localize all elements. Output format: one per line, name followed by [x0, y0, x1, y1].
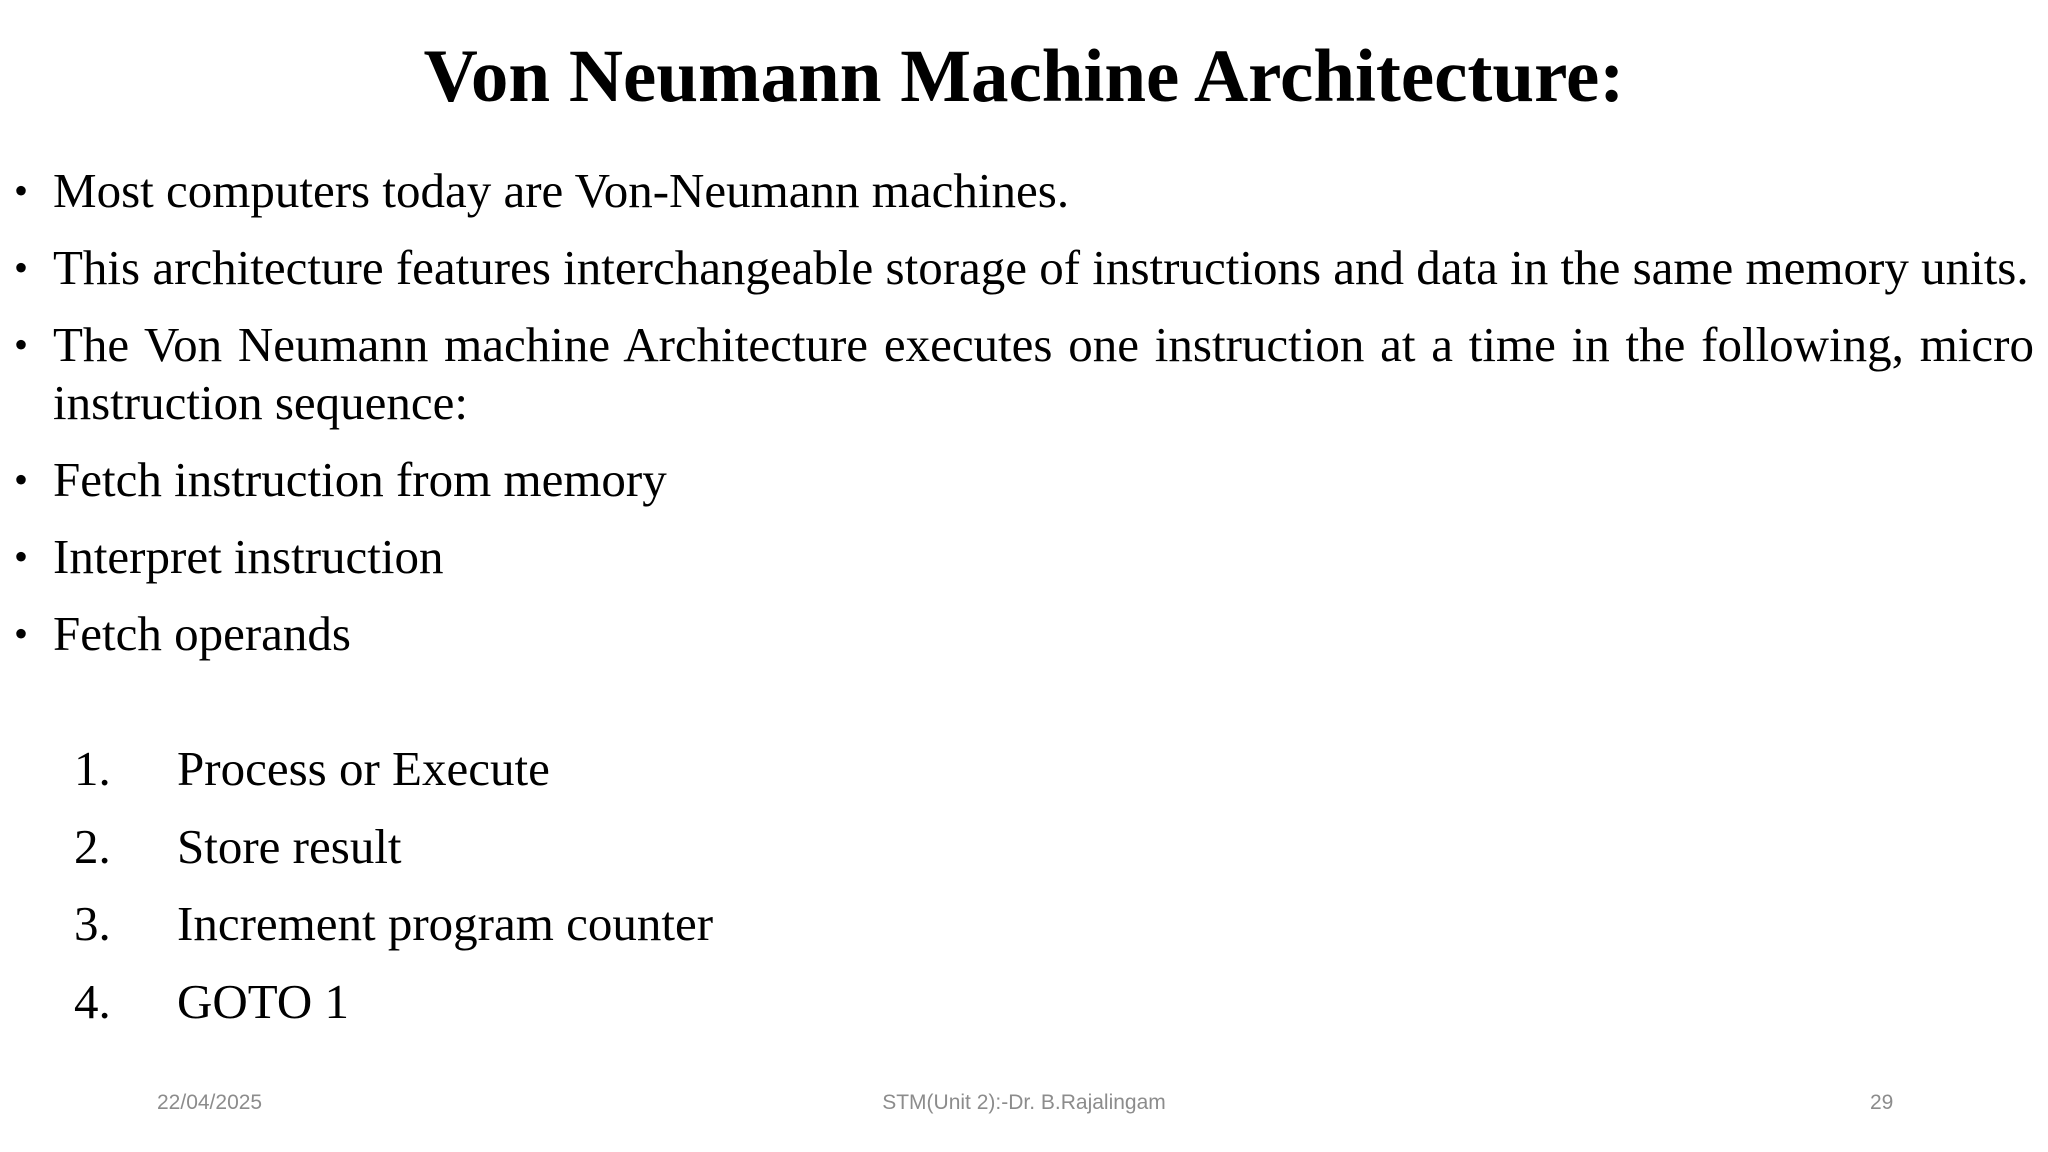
bullet-text: This architecture features interchangeable storage of instructions and data in the same memory units. — [53, 240, 2029, 295]
slide-number: 29 — [1870, 1091, 1894, 1114]
bullet-dot-icon: • — [14, 322, 29, 367]
step-number: 1. — [74, 741, 111, 796]
bullet-item — [14, 605, 2034, 663]
step-number: 2. — [74, 818, 111, 874]
bullet-text: Fetch operands — [53, 606, 351, 661]
step-number: 3. — [74, 896, 111, 951]
bullet-item — [14, 162, 2034, 220]
slide-title: Von Neumann Machine Architecture: — [423, 35, 1625, 118]
bullet-dot-icon: • — [14, 168, 29, 213]
step-text: Process or Execute — [177, 741, 550, 796]
bullet-dot-icon: • — [14, 245, 29, 290]
bullet-text: Fetch instruction from memory — [53, 452, 667, 507]
bullet-text: Interpret instruction — [53, 529, 444, 584]
numbered-step-list — [74, 740, 713, 1050]
step-number: 4. — [74, 973, 111, 1029]
bullet-text: Most computers today are Von-Neumann machines. — [53, 163, 1070, 218]
footer-author: STM(Unit 2):-Dr. B.Rajalingam — [882, 1091, 1166, 1114]
bullet-dot-icon: • — [14, 457, 29, 502]
footer-date: 22/04/2025 — [157, 1091, 263, 1114]
bullet-item — [14, 239, 2034, 297]
bullet-item — [14, 528, 2034, 586]
step-item — [74, 895, 713, 953]
step-item — [74, 818, 713, 876]
step-item — [74, 973, 713, 1031]
bullet-dot-icon: • — [14, 611, 29, 656]
bullet-dot-icon: • — [14, 534, 29, 579]
step-text: GOTO 1 — [177, 973, 349, 1029]
bullet-list — [14, 162, 2034, 682]
bullet-item — [14, 451, 2034, 509]
bullet-item — [14, 316, 2034, 432]
step-text: Increment program counter — [177, 896, 714, 951]
bullet-text: The Von Neumann machine Architecture executes one instruction at a time in the following, micro instruction sequence: — [53, 317, 2034, 430]
step-item — [74, 740, 713, 798]
step-text: Store result — [177, 818, 402, 874]
